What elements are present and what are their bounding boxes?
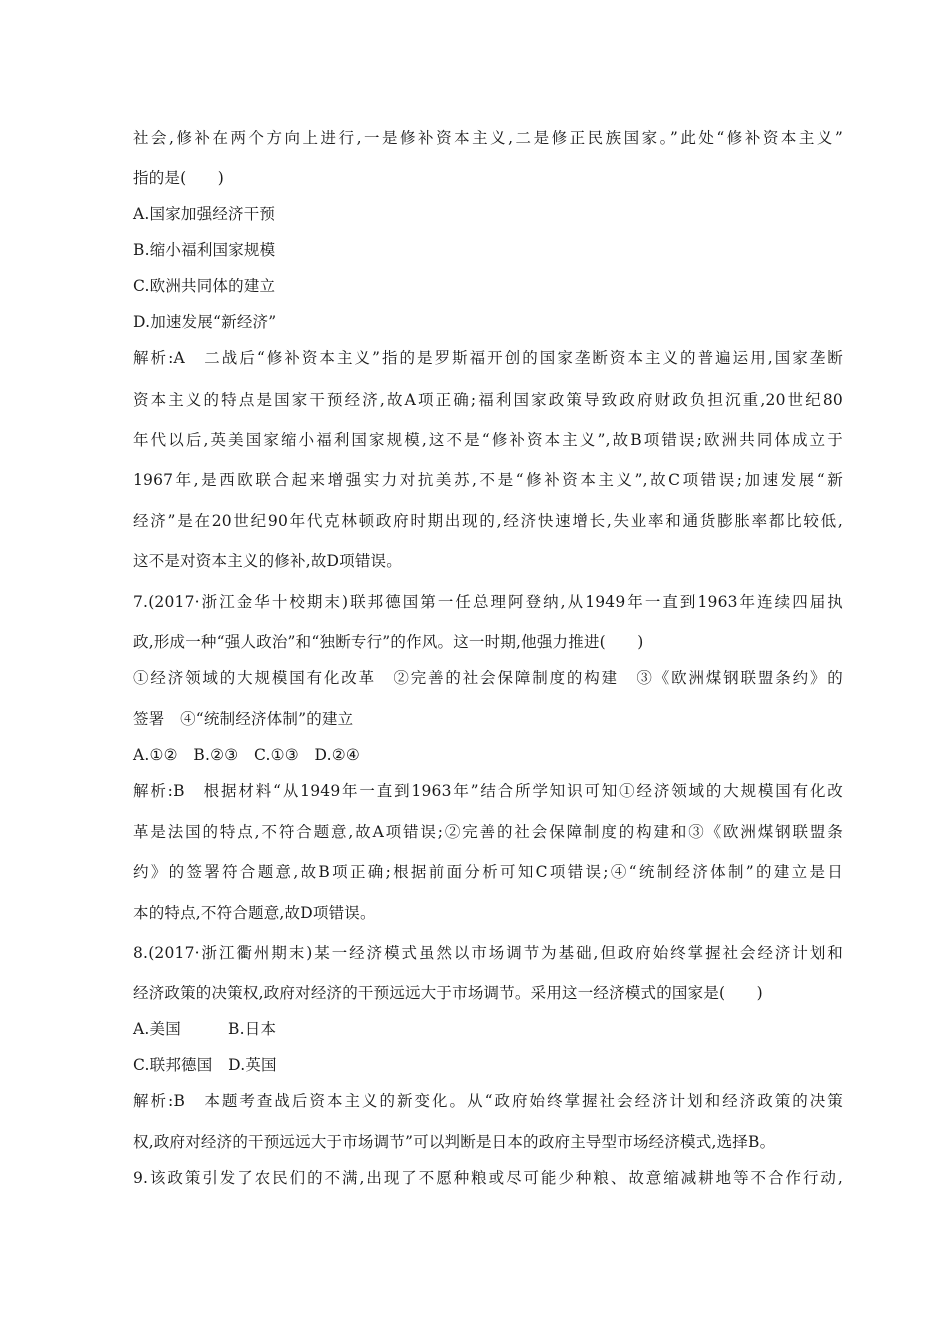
q7-explanation-line-1: 解析:B 根据材料“从1949年一直到1963年”结合所学知识可知①经济领域的大规模国有化改 bbox=[133, 782, 843, 800]
q8-options-ab: A.美国 B.日本 bbox=[133, 1020, 277, 1038]
q7-explanation-line-3: 约》的签署符合题意,故B项正确;根据前面分析可知C项错误;④“统制经济体制”的建立是日 bbox=[133, 863, 843, 881]
q7-explanation-line-4: 本的特点,不符合题意,故D项错误。 bbox=[133, 904, 376, 922]
q7-stem-line-2: 政,形成一种“强人政治”和“独断专行”的作风。这一时期,他强力推进( ) bbox=[133, 633, 644, 651]
q6-stem-line-2: 指的是( ) bbox=[133, 169, 224, 187]
q7-items-line-2: 签署 ④“统制经济体制”的建立 bbox=[133, 710, 354, 728]
q8-stem-line-1: 8.(2017·浙江衢州期末)某一经济模式虽然以市场调节为基础,但政府始终掌握社会经济计划和 bbox=[133, 944, 843, 962]
q7-stem-line-1: 7.(2017·浙江金华十校期末)联邦德国第一任总理阿登纳,从1949年一直到1963年连续四届执 bbox=[133, 593, 843, 611]
q6-option-b: B.缩小福利国家规模 bbox=[133, 241, 276, 259]
q6-option-a: A.国家加强经济干预 bbox=[133, 205, 276, 223]
q6-explanation-line-4: 1967年,是西欧联合起来增强实力对抗美苏,不是“修补资本主义”,故C项错误;加速发展“新 bbox=[133, 471, 843, 489]
q8-stem-line-2: 经济政策的决策权,政府对经济的干预远远大于市场调节。采用这一经济模式的国家是( ) bbox=[133, 984, 763, 1002]
q7-explanation-line-2: 革是法国的特点,不符合题意,故A项错误;②完善的社会保障制度的构建和③《欧洲煤钢联盟条 bbox=[133, 823, 843, 841]
q6-option-c: C.欧洲共同体的建立 bbox=[133, 277, 276, 295]
q6-option-d: D.加速发展“新经济” bbox=[133, 313, 277, 331]
q6-explanation-line-3: 年代以后,英美国家缩小福利国家规模,这不是“修补资本主义”,故B项错误;欧洲共同体成立于 bbox=[133, 431, 843, 449]
q6-explanation-line-6: 这不是对资本主义的修补,故D项错误。 bbox=[133, 552, 402, 570]
q6-explanation-line-2: 资本主义的特点是国家干预经济,故A项正确;福利国家政策导致政府财政负担沉重,20世纪80 bbox=[133, 391, 843, 409]
q8-explanation-line-1: 解析:B 本题考查战后资本主义的新变化。从“政府始终掌握社会经济计划和经济政策的决策 bbox=[133, 1092, 843, 1110]
q6-explanation-line-1: 解析:A 二战后“修补资本主义”指的是罗斯福开创的国家垄断资本主义的普遍运用,国家垄断 bbox=[133, 349, 843, 367]
q8-explanation-line-2: 权,政府对经济的干预远远大于市场调节”可以判断是日本的政府主导型市场经济模式,选择B。 bbox=[133, 1133, 776, 1151]
q6-stem-line-1: 社会,修补在两个方向上进行,一是修补资本主义,二是修正民族国家。”此处“修补资本主义” bbox=[133, 129, 843, 147]
q8-options-cd: C.联邦德国 D.英国 bbox=[133, 1056, 277, 1074]
q7-items-line-1: ①经济领域的大规模国有化改革 ②完善的社会保障制度的构建 ③《欧洲煤钢联盟条约》的 bbox=[133, 669, 843, 687]
q6-explanation-line-5: 经济”是在20世纪90年代克林顿政府时期出现的,经济快速增长,失业率和通货膨胀率都比较低, bbox=[133, 512, 843, 530]
q7-options: A.①② B.②③ C.①③ D.②④ bbox=[133, 746, 360, 764]
q9-stem-line-1: 9.该政策引发了农民们的不满,出现了不愿种粮或尽可能少种粮、故意缩减耕地等不合作行动, bbox=[133, 1169, 843, 1187]
